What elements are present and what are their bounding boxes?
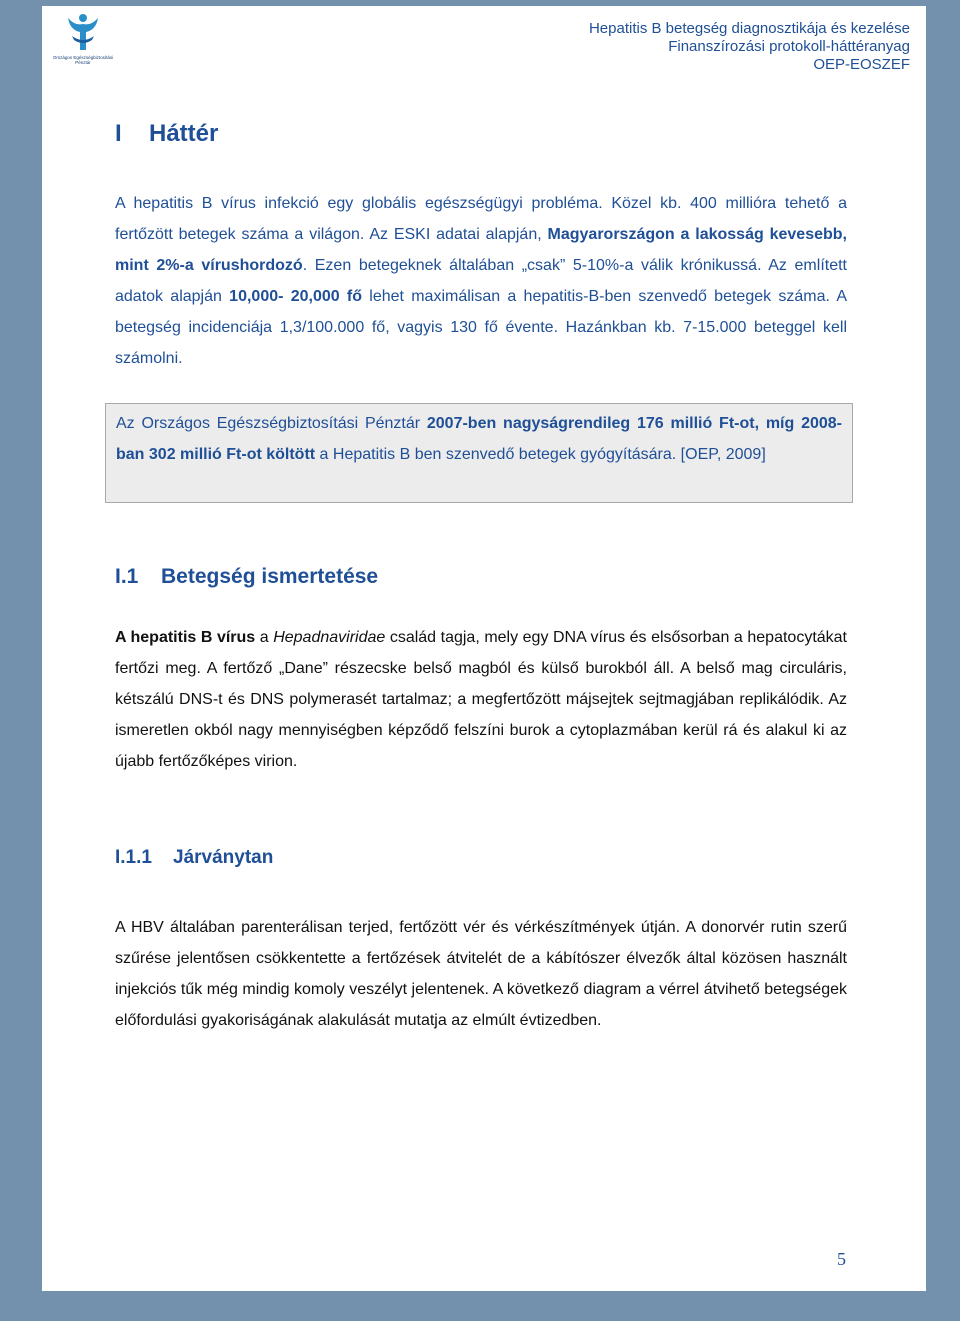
funding-callout-box xyxy=(105,403,853,503)
p1-bold-d: 10,000- 20,000 fő xyxy=(229,288,362,305)
logo-text: Országos Egészségbiztosítási Pénztár xyxy=(52,55,114,65)
box-bold-b: 2007-ben nagyságrendileg 176 millió Ft-ot, míg 2008-ban 302 millió Ft-ot költött xyxy=(116,415,842,463)
p2-italic-c: Hepadnaviridae xyxy=(273,629,386,646)
disease-paragraph xyxy=(115,622,847,777)
p2-bold-a: A hepatitis B vírus xyxy=(115,629,256,646)
p1-text-c: . Ezen betegeknek általában „csak” 5-10%-a válik krónikussá. Az említett adatok alapján xyxy=(115,257,847,305)
page-header xyxy=(589,20,910,74)
section-heading-betegseg xyxy=(115,565,378,589)
header-subtitle: Finanszírozási protokoll-háttéranyag xyxy=(668,38,910,55)
page-number: 5 xyxy=(837,1249,846,1269)
box-text-a: Az Országos Egészségbiztosítási Pénztár xyxy=(116,415,427,432)
section-title: Járványtan xyxy=(173,847,274,868)
p2-text-d: család tagja, mely egy DNA vírus és elsősorban a hepatocytákat fertőzi meg. A fertőző „Dane” részecske belső magból és külső burokból áll. A belső mag circuláris, kétszálú DNS-t és DNS polymerasét tartalmaz; a megfertőzött májsejtek sejtmagjában replikálódik. Az ismeretlen okból nagy mennyiségben képződő felszíni burok a cytoplazmában kerül rá és alakul ki az újabb fertőzőképes virion. xyxy=(115,629,848,770)
section-title: Háttér xyxy=(149,120,219,147)
oep-logo-icon xyxy=(50,12,116,56)
section-number: I.1.1 xyxy=(115,847,152,868)
document-page xyxy=(42,6,926,1291)
callout-text xyxy=(106,404,852,474)
header-org: OEP-EOSZEF xyxy=(813,56,910,73)
section-heading-jarvanytan xyxy=(115,847,273,869)
header-title: Hepatitis B betegség diagnosztikája és kezelése xyxy=(588,20,910,37)
section-number: I xyxy=(115,120,122,147)
section-heading-hatter xyxy=(115,120,218,148)
section-title: Betegség ismertetése xyxy=(161,565,379,588)
p2-text-b: a xyxy=(255,629,274,646)
box-text-c: a Hepatitis B ben szenvedő betegek gyógyítására. [OEP, 2009] xyxy=(315,446,766,463)
intro-paragraph xyxy=(115,188,847,374)
section-number: I.1 xyxy=(115,565,139,588)
p1-bold-b: Magyarországon a lakosság kevesebb, mint 2%-a vírushordozó xyxy=(115,226,847,274)
p1-text-a: A hepatitis B vírus infekció egy globális egészségügyi probléma. Közel kb. 400 millióra tehető a fertőzött betegek száma a világon. Az ESKI adatai alapján, xyxy=(115,195,847,243)
oep-logo xyxy=(50,12,116,72)
p1-text-e: lehet maximálisan a hepatitis-B-ben szenvedő betegek száma. A betegség incidenciája 1,3/100.000 fő, vagyis 130 fő évente. Hazánkban kb. 7-15.000 beteggel kell számolni. xyxy=(115,288,847,367)
epidemiology-paragraph: A HBV általában parenterálisan terjed, fertőzött vér és vérkészítmények útján. A donorvér rutin szerű szűrése jelentősen csökkentette a fertőzések átvitelét de a kábítószer élvezők által közösen használt injekciós tűk még mindig komoly veszélyt jelentenek. A következő diagram a vérrel átvihető betegségek előfordulási gyakoriságának alakulását mutatja az elmúlt évtizedben. xyxy=(115,919,847,1029)
